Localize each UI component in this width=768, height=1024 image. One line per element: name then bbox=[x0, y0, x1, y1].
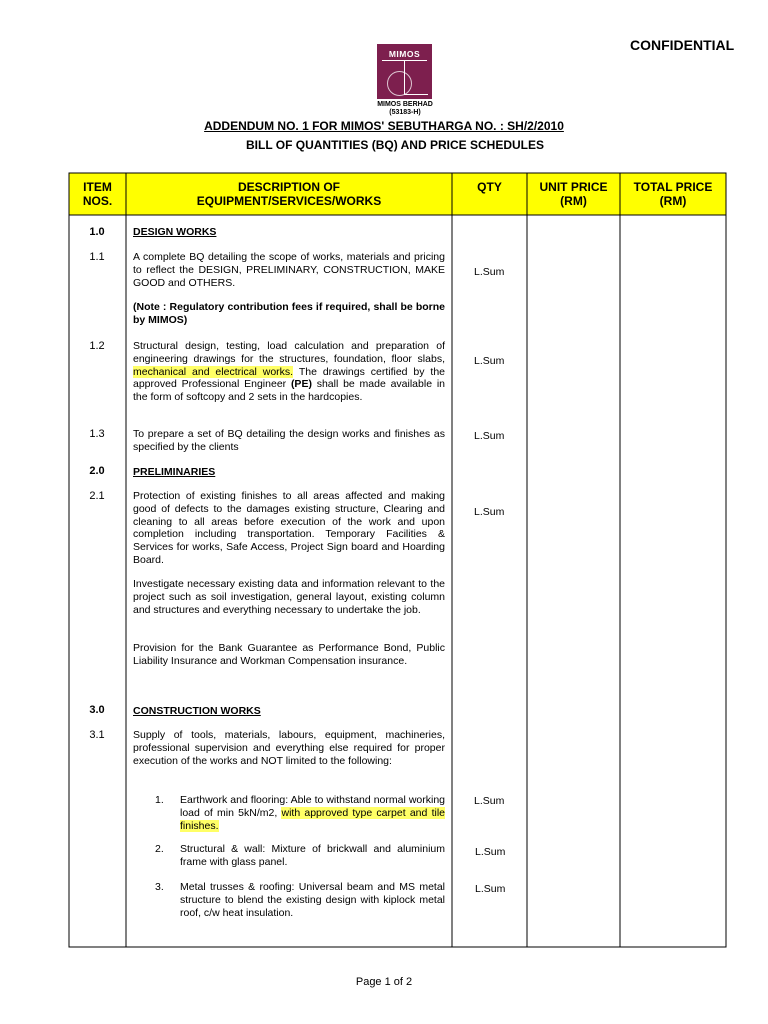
header-total-line1: TOTAL PRICE bbox=[633, 180, 713, 194]
document-title-text: ADDENDUM NO. 1 FOR MIMOS' SEBUTHARGA NO. : SH/2/2010 bbox=[204, 119, 564, 133]
item-description-1-1: A complete BQ detailing the scope of works, materials and pricing to reflect the DESIGN, PRELIMINARY, CONSTRUCTION, MAKE GOOD and OTHERS. bbox=[133, 251, 445, 289]
header-item-line2: NOS. bbox=[82, 194, 113, 208]
header-total-price bbox=[620, 180, 726, 208]
subitem-1-highlight: with approved type carpet and tile finishes. bbox=[180, 806, 445, 832]
document-subtitle: BILL OF QUANTITIES (BQ) AND PRICE SCHEDULES bbox=[245, 138, 544, 152]
item-1-2-highlight: mechanical and electrical works. bbox=[133, 365, 294, 378]
subitem-description-3: Metal trusses & roofing: Universal beam and MS metal structure to blend the existing design with kiplock metal roof, c/w heat insulation. bbox=[180, 881, 445, 919]
section-title-construction-works: CONSTRUCTION WORKS bbox=[133, 705, 261, 717]
section-number-3: 3.0 bbox=[89, 704, 105, 716]
item-description-1-3: To prepare a set of BQ detailing the design works and finishes as specified by the clients bbox=[133, 428, 445, 453]
subitem-1-text: Earthwork and flooring: Able to withstand normal working load of min 5kN/m2, bbox=[180, 794, 445, 819]
item-number-1-3: 1.3 bbox=[89, 428, 105, 440]
subitem-number-3: 3. bbox=[155, 881, 164, 893]
company-reg-no: (53183-H) bbox=[389, 109, 421, 116]
item-1-2-text-c: shall be made available in the form of softcopy and 2 sets in the hardcopies. bbox=[133, 378, 445, 404]
item-1-2-pe: (PE) bbox=[290, 378, 312, 391]
section-title-preliminaries: PRELIMINARIES bbox=[133, 466, 216, 478]
header-unit-line2: (RM) bbox=[560, 194, 587, 208]
page-number: Page 1 of 2 bbox=[355, 976, 413, 988]
subitem-qty-3: L.Sum bbox=[475, 883, 506, 895]
item-qty-1-1: L.Sum bbox=[474, 266, 505, 278]
section-title-design-works: DESIGN WORKS bbox=[133, 226, 217, 238]
item-qty-1-3: L.Sum bbox=[474, 430, 505, 442]
header-item-nos bbox=[69, 180, 126, 208]
section-number-2: 2.0 bbox=[89, 465, 105, 477]
item-1-2-text-a: Structural design, testing, load calculation and preparation of engineering drawings for the structures, foundation, floor slabs, bbox=[133, 340, 445, 365]
header-total-line2: (RM) bbox=[659, 194, 687, 208]
header-unit-line1: UNIT PRICE bbox=[539, 180, 608, 194]
subitem-description-1 bbox=[180, 794, 445, 832]
item-description-2-1-c: Provision for the Bank Guarantee as Performance Bond, Public Liability Insurance and Workman Compensation insurance. bbox=[133, 642, 445, 667]
item-qty-1-2: L.Sum bbox=[474, 355, 505, 367]
section-number-1: 1.0 bbox=[89, 226, 105, 238]
item-qty-2-1: L.Sum bbox=[474, 506, 505, 518]
item-number-1-2: 1.2 bbox=[89, 340, 105, 352]
header-description bbox=[126, 180, 452, 208]
header-item-line1: ITEM bbox=[83, 180, 112, 194]
item-1-2-text-b: The drawings certified by the approved Professional Engineer bbox=[133, 365, 445, 391]
subitem-number-2: 2. bbox=[155, 843, 164, 855]
item-description-2-1: Protection of existing finishes to all areas affected and making good of defects to the damages existing structure, Clearing and cleaning to all areas before execution of the work and upon completion including transportation. Temporary Facilities & Services for works, Safe Access, Project Sign board and Hoarding Board. bbox=[133, 490, 445, 566]
subitem-description-2: Structural & wall: Mixture of brickwall and aluminium frame with glass panel. bbox=[180, 843, 445, 868]
item-description-1-2 bbox=[133, 340, 445, 404]
subitem-number-1: 1. bbox=[155, 794, 164, 806]
header-desc-line2: EQUIPMENT/SERVICES/WORKS bbox=[196, 194, 382, 208]
confidential-label: CONFIDENTIAL bbox=[630, 37, 735, 53]
item-description-3-1: Supply of tools, materials, labours, equipment, machineries, professional supervision and everything else required for proper execution of the works and NOT limited to the following: bbox=[133, 729, 445, 767]
header-desc-line1: DESCRIPTION OF bbox=[237, 180, 340, 194]
header-unit-price bbox=[527, 180, 620, 208]
item-number-3-1: 3.1 bbox=[89, 729, 105, 741]
item-number-2-1: 2.1 bbox=[89, 490, 105, 502]
header-qty: QTY bbox=[477, 180, 502, 194]
subitem-qty-1: L.Sum bbox=[474, 795, 505, 807]
item-description-2-1-b: Investigate necessary existing data and information relevant to the project such as soil investigation, general layout, existing column and structures and everything necessary to undertake the job. bbox=[133, 578, 445, 616]
item-note-1-1: (Note : Regulatory contribution fees if required, shall be borne by MIMOS) bbox=[133, 301, 445, 326]
company-title: MIMOS BERHAD bbox=[377, 101, 433, 108]
subitem-qty-2: L.Sum bbox=[475, 846, 506, 858]
logo-text: MIMOS bbox=[388, 49, 421, 59]
item-number-1-1: 1.1 bbox=[89, 251, 105, 263]
